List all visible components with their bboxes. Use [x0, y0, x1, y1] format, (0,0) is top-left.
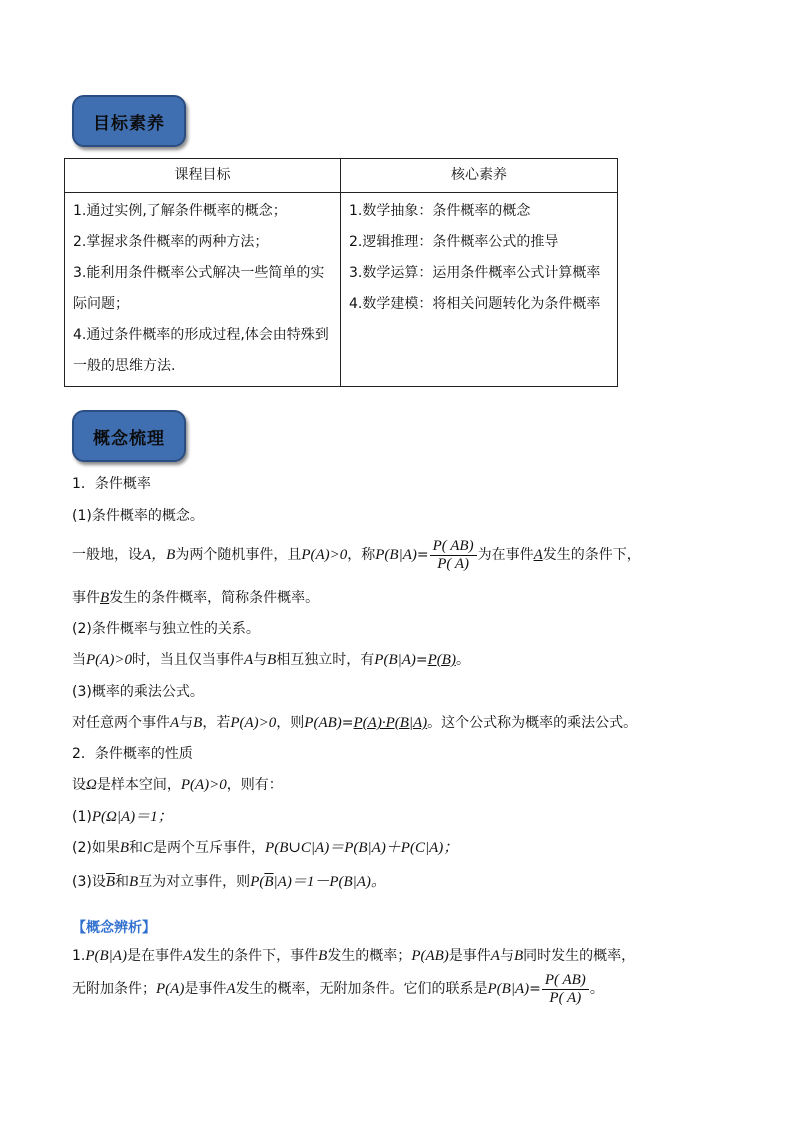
- conditional-probability-fraction: $\frac{P( AB)}{P( A)}$: [430, 538, 477, 573]
- subheading-2: (2)条件概率与独立性的关系。: [72, 621, 260, 637]
- multiplication-line: 对任意两个事件A与B，若P(A)>0，则P(AB)=P(A)·P(B|A)。这个公式称为概率的乘法公式。: [72, 715, 638, 731]
- property-2: (2)如果B和C是两个互斥事件，P(B∪C|A)＝P(B|A)＋P(C|A)；: [72, 840, 459, 856]
- analysis-heading: 【概念辨析】: [72, 920, 156, 936]
- relation-fraction: $\frac{P( AB)}{P( A)}$: [542, 972, 589, 1007]
- property-1: (1)P(Ω|A)＝1；: [72, 809, 173, 825]
- literacy-item: 3.数学运算：运用条件概率公式计算概率: [349, 265, 601, 281]
- properties-intro: 设Ω是样本空间，P(A)>0，则有：: [72, 777, 283, 793]
- table-cell-goals: [65, 193, 341, 387]
- definition-line-2: 事件B发生的条件概率，简称条件概率。: [72, 590, 320, 606]
- section-1-title: 1．条件概率: [72, 476, 151, 492]
- goal-item: 1.通过实例,了解条件概率的概念；: [73, 203, 287, 219]
- table-cell-literacy: [341, 193, 618, 387]
- analysis-line-2: 无附加条件；P(A)是事件A发生的概率，无附加条件。它们的联系是P(B|A)= $\frac{P( AB)}{P( A)}$ 。: [72, 971, 604, 1006]
- goal-item: 3.能利用条件概率公式解决一些简单的实际问题；: [73, 265, 325, 312]
- goals-table: [64, 158, 618, 387]
- section-2-title: 2．条件概率的性质: [72, 746, 193, 762]
- section-badge-concepts: [72, 410, 186, 462]
- table-header-course-goals: 课程目标: [65, 159, 341, 193]
- literacy-item: 2.逻辑推理：条件概率公式的推导: [349, 234, 559, 250]
- subheading-3: (3)概率的乘法公式。: [72, 684, 204, 700]
- property-3: (3)设$\overline{B}$和B互为对立事件，则$P(\overline{B}|A)=1-P(B|A)$。: [72, 874, 386, 890]
- section-badge-goals-label: 目标素养: [93, 113, 165, 134]
- goal-item: 4.通过条件概率的形成过程,体会由特殊到一般的思维方法.: [73, 327, 329, 374]
- subheading-1: (1)条件概率的概念。: [72, 508, 204, 524]
- goal-item: 2.掌握求条件概率的两种方法；: [73, 234, 269, 250]
- analysis-line-1: 1.P(B|A)是在事件A发生的条件下，事件B发生的概率；P(AB)是事件A与B同时发生的概率，: [72, 948, 636, 964]
- table-header-core-literacy: 核心素养: [341, 159, 618, 193]
- independence-line: 当P(A)>0时，当且仅当事件A与B相互独立时，有P(B|A)=P(B)。: [72, 652, 470, 668]
- section-badge-concepts-label: 概念梳理: [93, 428, 165, 449]
- table-row: [65, 193, 618, 387]
- literacy-item: 1.数学抽象：条件概率的概念: [349, 203, 531, 219]
- definition-line: 一般地，设A，B为两个随机事件，且P(A)>0，称P(B|A)= $\frac{P( AB)}{P( A)}$ 为在事件A发生的条件下，: [72, 537, 641, 572]
- section-badge-goals: [72, 95, 186, 147]
- literacy-item: 4.数学建模：将相关问题转化为条件概率: [349, 296, 601, 312]
- table-header-row: [65, 159, 618, 193]
